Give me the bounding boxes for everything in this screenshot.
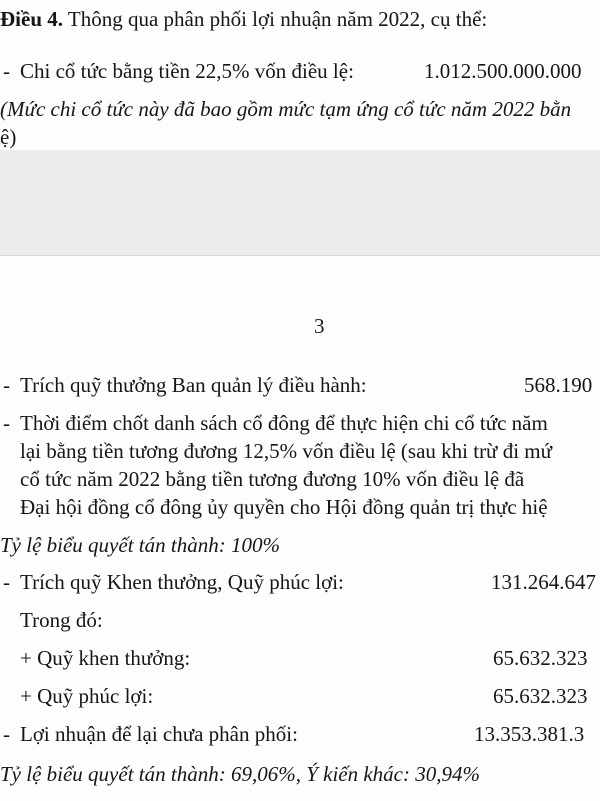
record-line1: Thời điểm chốt danh sách cổ đông để thực hiện chi cổ tức năm	[20, 411, 548, 435]
page-number: 3	[314, 314, 325, 338]
retained-profit-label: Lợi nhuận để lại chưa phân phối:	[20, 722, 298, 746]
record-line2: lại bằng tiền tương đương 12,5% vốn điều lệ (sau khi trừ đi mứ	[20, 439, 552, 463]
article-label: Điều 4.	[0, 7, 63, 31]
reward-fund-label: + Quỹ khen thưởng:	[20, 646, 191, 670]
dividend-note-line1: (Mức chi cổ tức này đã bao gồm mức tạm ứng cổ tức năm 2022 bằn	[0, 97, 572, 121]
bonus-fund-label: Trích quỹ thưởng Ban quản lý điều hành:	[20, 373, 367, 397]
welfare-fund-sub-label: + Quỹ phúc lợi:	[20, 684, 154, 708]
record-line4: Đại hội đồng cổ đông ủy quyền cho Hội đồng quản trị thực hiệ	[20, 495, 548, 519]
vote-result-2: Tỷ lệ biểu quyết tán thành: 69,06%, Ý kiến khác: 30,94%	[0, 762, 480, 786]
welfare-fund-label: Trích quỹ Khen thưởng, Quỹ phúc lợi:	[20, 570, 344, 594]
document-page-bottom	[0, 255, 600, 801]
retained-profit-value: 13.353.381.3	[474, 722, 585, 746]
bonus-bullet: -	[3, 373, 10, 397]
dividend-label: Chi cổ tức bằng tiền 22,5% vốn điều lệ:	[20, 59, 354, 83]
vote-result-1: Tỷ lệ biểu quyết tán thành: 100%	[0, 533, 280, 557]
of-which-label: Trong đó:	[20, 608, 103, 632]
record-bullet: -	[3, 411, 10, 435]
page-gap	[0, 150, 600, 255]
reward-fund-value: 65.632.323	[493, 646, 588, 670]
bonus-fund-value: 568.190	[524, 373, 593, 397]
welfare-fund-sub-value: 65.632.323	[493, 684, 588, 708]
welfare-fund-value: 131.264.647	[491, 570, 596, 594]
welfare-bullet: -	[3, 570, 10, 594]
dividend-bullet: -	[3, 59, 10, 83]
dividend-value: 1.012.500.000.000	[424, 59, 582, 83]
article-4-heading	[0, 6, 487, 32]
article-text: Thông qua phân phối lợi nhuận năm 2022, cụ thể:	[63, 7, 488, 31]
dividend-note-line2: ệ)	[0, 125, 17, 149]
retained-bullet: -	[3, 722, 10, 746]
record-line3: cổ tức năm 2022 bằng tiền tương đương 10% vốn điều lệ đã	[20, 467, 525, 491]
document-page-top	[0, 0, 600, 150]
